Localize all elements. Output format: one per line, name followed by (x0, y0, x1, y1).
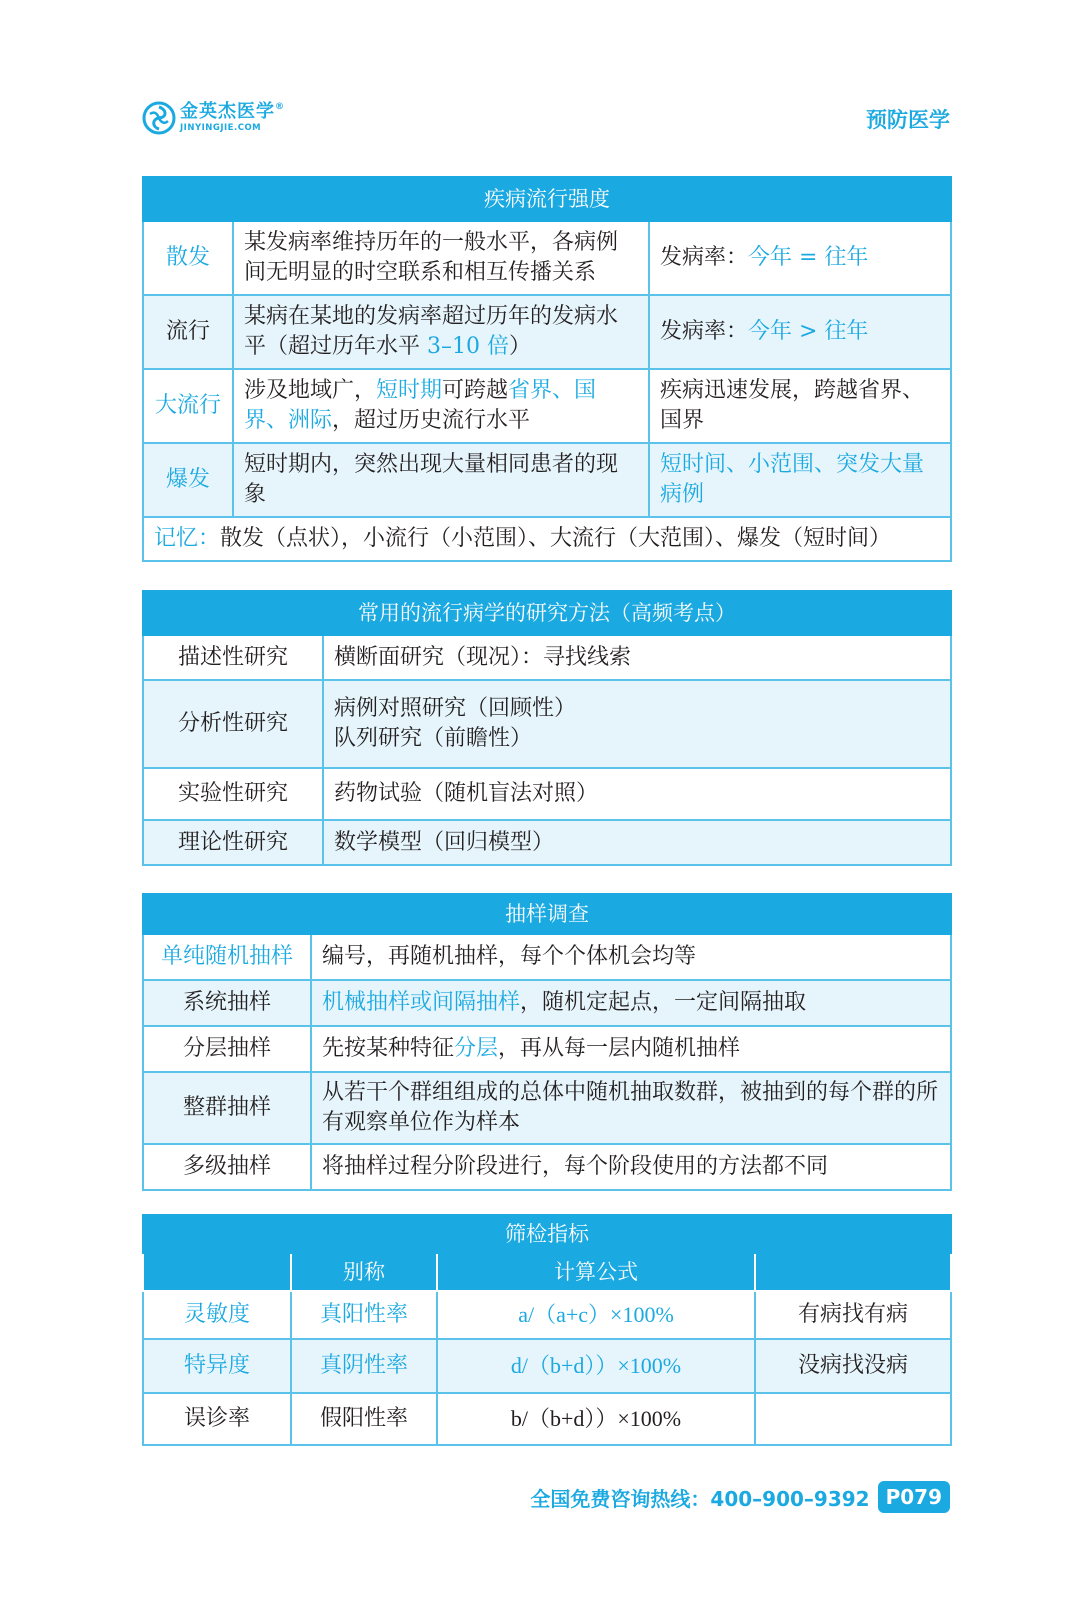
desc-line: 病例对照研究（回顾性） (334, 696, 577, 721)
row-name: 多级抽样 (143, 1144, 311, 1190)
desc-highlight: 短时期 (376, 378, 443, 403)
row-desc (311, 980, 951, 1026)
table-row (143, 1026, 951, 1072)
row-formula: b/（b+d））×100% (437, 1393, 755, 1445)
row-name: 理论性研究 (143, 820, 323, 865)
header-row (143, 1253, 951, 1291)
table-row (143, 1291, 951, 1339)
row-desc: 将抽样过程分阶段进行，每个阶段使用的方法都不同 (311, 1144, 951, 1190)
row-note (755, 1393, 951, 1445)
table-row (143, 221, 951, 295)
desc-text: 可跨越 (442, 378, 509, 403)
row-formula: d/（b+d））×100% (437, 1339, 755, 1393)
row-note: 疾病迅速发展，跨越省界、国界 (649, 369, 951, 443)
note-prefix: 发病率： (660, 245, 749, 270)
sampling-survey-table (142, 893, 952, 1191)
row-name: 单纯随机抽样 (143, 934, 311, 980)
table-row (143, 443, 951, 517)
row-name: 系统抽样 (143, 980, 311, 1026)
screening-index-table (142, 1214, 952, 1446)
row-note (649, 295, 951, 369)
row-name: 分层抽样 (143, 1026, 311, 1072)
note-highlight: 今年 = 往年 (748, 245, 869, 270)
row-name: 流行 (143, 295, 233, 369)
desc-text: ，再从每一层内随机抽样 (498, 1036, 741, 1061)
row-alias: 真阳性率 (291, 1291, 437, 1339)
note-highlight: 今年 > 往年 (748, 319, 869, 344)
row-desc (233, 295, 649, 369)
table-row (143, 295, 951, 369)
col-header: 计算公式 (437, 1253, 755, 1291)
table-row (143, 1339, 951, 1393)
table-row (143, 980, 951, 1026)
row-name: 散发 (143, 221, 233, 295)
desc-text: 先按某种特征 (322, 1036, 455, 1061)
row-desc: 从若干个群组组成的总体中随机抽取数群，被抽到的每个群的所有观察单位作为样本 (311, 1072, 951, 1144)
table-title: 常用的流行病学的研究方法（高频考点） (143, 591, 951, 635)
row-desc (311, 1026, 951, 1072)
desc-line: 队列研究（前瞻性） (334, 726, 533, 751)
desc-text: 涉及地域广， (244, 378, 377, 403)
hotline-text: 全国免费咨询热线：400–900–9392 (530, 1486, 870, 1511)
epidemic-intensity-table (142, 176, 952, 562)
desc-highlight: 3–10 倍 (427, 334, 509, 359)
section-title: 预防医学 (866, 108, 950, 132)
desc-text: ，随机定起点，一定间隔抽取 (520, 990, 807, 1015)
row-note (649, 221, 951, 295)
row-desc: 短时期内，突然出现大量相同患者的现象 (233, 443, 649, 517)
row-name: 分析性研究 (143, 680, 323, 768)
row-name: 实验性研究 (143, 768, 323, 820)
table-row (143, 768, 951, 820)
table-title: 抽样调查 (143, 894, 951, 934)
desc-highlight: 机械抽样或间隔抽样 (322, 990, 521, 1015)
row-note: 有病找有病 (755, 1291, 951, 1339)
table-title: 疾病流行强度 (143, 177, 951, 221)
row-alias: 假阳性率 (291, 1393, 437, 1445)
logo-swirl-icon (142, 101, 176, 135)
row-desc: 编号，再随机抽样，每个个体机会均等 (311, 934, 951, 980)
desc-text: ） (509, 334, 532, 359)
table-row (143, 1393, 951, 1445)
row-desc: 横断面研究（现况）：寻找线索 (323, 635, 951, 680)
col-header: 别称 (291, 1253, 437, 1291)
memo-label: 记忆： (154, 526, 221, 551)
memo-row (143, 517, 951, 561)
desc-text: ，超过历史流行水平 (332, 408, 531, 433)
desc-highlight: 分层 (454, 1036, 499, 1061)
row-name: 整群抽样 (143, 1072, 311, 1144)
col-header (755, 1253, 951, 1291)
memo-cell (143, 517, 951, 561)
desc-highlight: 省界、国界、洲际 (244, 378, 597, 433)
logo-registered-mark: ® (275, 102, 285, 113)
table-row (143, 635, 951, 680)
memo-text: 散发（点状），小流行（小范围）、大流行（大范围）、爆发（短时间） (220, 526, 892, 551)
table-title: 筛检指标 (143, 1215, 951, 1253)
row-alias: 真阴性率 (291, 1339, 437, 1393)
row-name: 爆发 (143, 443, 233, 517)
row-formula: a/（a+c）×100% (437, 1291, 755, 1339)
table-row (143, 820, 951, 865)
table-row (143, 369, 951, 443)
row-name: 误诊率 (143, 1393, 291, 1445)
row-note: 短时间、小范围、突发大量病例 (649, 443, 951, 517)
row-name: 特异度 (143, 1339, 291, 1393)
logo-cn-text: 金英杰医学 (180, 101, 275, 123)
row-note: 没病找没病 (755, 1339, 951, 1393)
table-row (143, 1072, 951, 1144)
research-methods-table (142, 590, 952, 866)
row-desc (233, 369, 649, 443)
table-row (143, 934, 951, 980)
row-desc: 药物试验（随机盲法对照） (323, 768, 951, 820)
desc-text: 某病在某地的发病率超过历年的发病水平（超过历年水平 (244, 304, 619, 359)
row-name: 描述性研究 (143, 635, 323, 680)
col-header (143, 1253, 291, 1291)
brand-logo (142, 100, 302, 136)
row-name: 大流行 (143, 369, 233, 443)
row-desc (323, 680, 951, 768)
page-number-badge: P079 (878, 1481, 950, 1513)
footer (530, 1481, 950, 1513)
row-name: 灵敏度 (143, 1291, 291, 1339)
table-row (143, 1144, 951, 1190)
row-desc: 数学模型（回归模型） (323, 820, 951, 865)
table-row (143, 680, 951, 768)
logo-en-text: JINYINGJIE.COM (180, 123, 262, 134)
note-prefix: 发病率： (660, 319, 749, 344)
row-desc: 某发病率维持历年的一般水平，各病例间无明显的时空联系和相互传播关系 (233, 221, 649, 295)
